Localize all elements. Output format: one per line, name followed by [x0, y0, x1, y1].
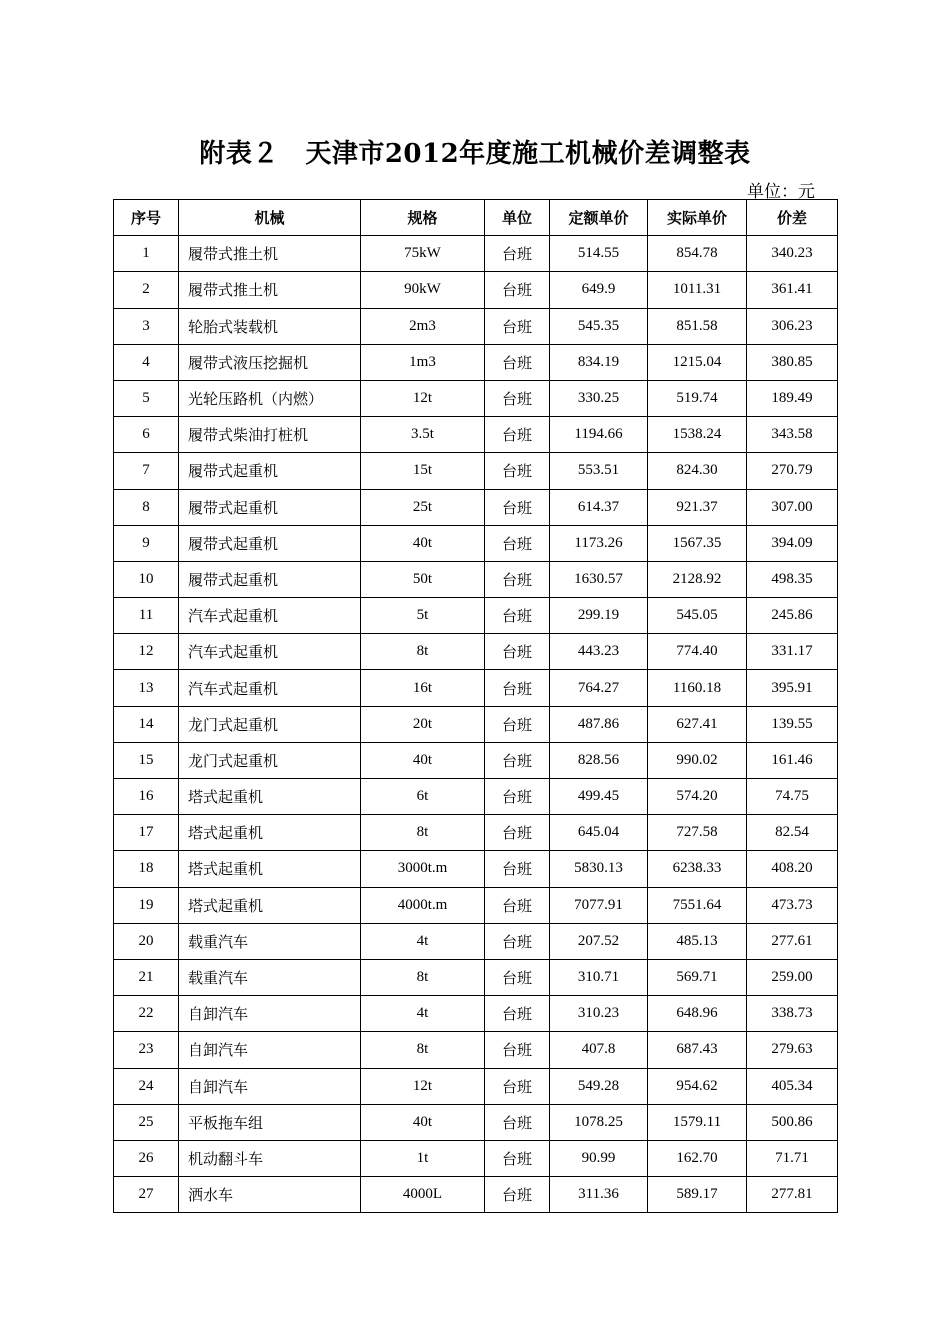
table-row: [114, 453, 838, 489]
cell-difference: 343.58: [747, 417, 838, 453]
cell-spec: 3000t.m: [361, 851, 485, 887]
cell-spec: 4t: [361, 996, 485, 1032]
cell-machine: 塔式起重机: [179, 815, 361, 851]
cell-machine: 履带式起重机: [179, 489, 361, 525]
cell-actual-price: 162.70: [648, 1140, 747, 1176]
cell-index: 22: [114, 996, 179, 1032]
cell-machine: 龙门式起重机: [179, 742, 361, 778]
cell-index: 21: [114, 959, 179, 995]
cell-difference: 74.75: [747, 779, 838, 815]
cell-index: 5: [114, 380, 179, 416]
table-row: [114, 779, 838, 815]
cell-unit: 台班: [485, 670, 550, 706]
cell-spec: 4000L: [361, 1177, 485, 1213]
cell-spec: 75kW: [361, 236, 485, 272]
cell-spec: 1t: [361, 1140, 485, 1176]
cell-difference: 473.73: [747, 887, 838, 923]
table-row: [114, 923, 838, 959]
table-row: [114, 742, 838, 778]
cell-quota-price: 645.04: [550, 815, 648, 851]
cell-unit: 台班: [485, 489, 550, 525]
cell-unit: 台班: [485, 959, 550, 995]
table-row: [114, 851, 838, 887]
table-row: [114, 996, 838, 1032]
cell-machine: 平板拖车组: [179, 1104, 361, 1140]
cell-unit: 台班: [485, 308, 550, 344]
cell-difference: 189.49: [747, 380, 838, 416]
cell-index: 15: [114, 742, 179, 778]
table-row: [114, 815, 838, 851]
cell-spec: 4000t.m: [361, 887, 485, 923]
cell-actual-price: 1011.31: [648, 272, 747, 308]
table-row: [114, 1032, 838, 1068]
cell-index: 16: [114, 779, 179, 815]
cell-index: 23: [114, 1032, 179, 1068]
cell-quota-price: 207.52: [550, 923, 648, 959]
cell-spec: 4t: [361, 923, 485, 959]
table-header-row: [114, 200, 838, 236]
cell-machine: 塔式起重机: [179, 887, 361, 923]
cell-index: 13: [114, 670, 179, 706]
table-row: [114, 1177, 838, 1213]
cell-difference: 498.35: [747, 561, 838, 597]
cell-quota-price: 764.27: [550, 670, 648, 706]
cell-actual-price: 921.37: [648, 489, 747, 525]
cell-actual-price: 824.30: [648, 453, 747, 489]
cell-actual-price: 954.62: [648, 1068, 747, 1104]
cell-actual-price: 727.58: [648, 815, 747, 851]
cell-spec: 40t: [361, 742, 485, 778]
cell-machine: 履带式推土机: [179, 236, 361, 272]
table-body: [114, 236, 838, 1213]
table-row: [114, 634, 838, 670]
cell-quota-price: 1630.57: [550, 561, 648, 597]
cell-unit: 台班: [485, 561, 550, 597]
cell-quota-price: 487.86: [550, 706, 648, 742]
cell-machine: 塔式起重机: [179, 779, 361, 815]
table-row: [114, 344, 838, 380]
cell-quota-price: 407.8: [550, 1032, 648, 1068]
cell-index: 18: [114, 851, 179, 887]
cell-index: 3: [114, 308, 179, 344]
cell-actual-price: 569.71: [648, 959, 747, 995]
cell-index: 11: [114, 598, 179, 634]
cell-machine: 龙门式起重机: [179, 706, 361, 742]
document-title: 附表２ 天津市2012年度施工机械价差调整表: [199, 139, 751, 169]
cell-difference: 277.81: [747, 1177, 838, 1213]
cell-spec: 50t: [361, 561, 485, 597]
cell-difference: 380.85: [747, 344, 838, 380]
cell-spec: 90kW: [361, 272, 485, 308]
cell-difference: 394.09: [747, 525, 838, 561]
cell-quota-price: 499.45: [550, 779, 648, 815]
cell-actual-price: 687.43: [648, 1032, 747, 1068]
cell-spec: 1m3: [361, 344, 485, 380]
cell-quota-price: 310.23: [550, 996, 648, 1032]
cell-machine: 自卸汽车: [179, 1032, 361, 1068]
cell-unit: 台班: [485, 996, 550, 1032]
cell-machine: 塔式起重机: [179, 851, 361, 887]
cell-actual-price: 627.41: [648, 706, 747, 742]
cell-quota-price: 90.99: [550, 1140, 648, 1176]
cell-spec: 8t: [361, 1032, 485, 1068]
cell-spec: 12t: [361, 1068, 485, 1104]
table-row: [114, 525, 838, 561]
cell-difference: 82.54: [747, 815, 838, 851]
cell-index: 7: [114, 453, 179, 489]
table-row: [114, 489, 838, 525]
cell-difference: 245.86: [747, 598, 838, 634]
cell-index: 4: [114, 344, 179, 380]
cell-index: 6: [114, 417, 179, 453]
cell-spec: 2m3: [361, 308, 485, 344]
header-difference: 价差: [747, 200, 838, 236]
cell-quota-price: 649.9: [550, 272, 648, 308]
header-quota-price: 定额单价: [550, 200, 648, 236]
cell-quota-price: 553.51: [550, 453, 648, 489]
cell-index: 27: [114, 1177, 179, 1213]
cell-quota-price: 311.36: [550, 1177, 648, 1213]
cell-difference: 331.17: [747, 634, 838, 670]
cell-unit: 台班: [485, 1068, 550, 1104]
cell-actual-price: 648.96: [648, 996, 747, 1032]
cell-spec: 8t: [361, 634, 485, 670]
cell-spec: 40t: [361, 525, 485, 561]
cell-spec: 3.5t: [361, 417, 485, 453]
cell-spec: 20t: [361, 706, 485, 742]
cell-quota-price: 299.19: [550, 598, 648, 634]
cell-actual-price: 990.02: [648, 742, 747, 778]
table-row: [114, 887, 838, 923]
cell-actual-price: 1160.18: [648, 670, 747, 706]
cell-actual-price: 1567.35: [648, 525, 747, 561]
cell-spec: 8t: [361, 815, 485, 851]
cell-quota-price: 1194.66: [550, 417, 648, 453]
cell-unit: 台班: [485, 851, 550, 887]
cell-actual-price: 854.78: [648, 236, 747, 272]
price-difference-table: [113, 199, 838, 1213]
cell-index: 1: [114, 236, 179, 272]
cell-quota-price: 1173.26: [550, 525, 648, 561]
cell-spec: 40t: [361, 1104, 485, 1140]
header-spec: 规格: [361, 200, 485, 236]
cell-quota-price: 828.56: [550, 742, 648, 778]
cell-difference: 405.34: [747, 1068, 838, 1104]
cell-machine: 履带式起重机: [179, 453, 361, 489]
cell-spec: 12t: [361, 380, 485, 416]
cell-unit: 台班: [485, 923, 550, 959]
cell-actual-price: 1538.24: [648, 417, 747, 453]
cell-unit: 台班: [485, 742, 550, 778]
cell-machine: 机动翻斗车: [179, 1140, 361, 1176]
table-row: [114, 670, 838, 706]
cell-machine: 载重汽车: [179, 959, 361, 995]
cell-machine: 载重汽车: [179, 923, 361, 959]
cell-difference: 408.20: [747, 851, 838, 887]
cell-machine: 自卸汽车: [179, 1068, 361, 1104]
cell-actual-price: 1215.04: [648, 344, 747, 380]
cell-difference: 307.00: [747, 489, 838, 525]
cell-machine: 自卸汽车: [179, 996, 361, 1032]
header-actual-price: 实际单价: [648, 200, 747, 236]
cell-spec: 16t: [361, 670, 485, 706]
cell-actual-price: 519.74: [648, 380, 747, 416]
cell-machine: 履带式推土机: [179, 272, 361, 308]
cell-unit: 台班: [485, 779, 550, 815]
cell-actual-price: 589.17: [648, 1177, 747, 1213]
table-row: [114, 706, 838, 742]
cell-index: 14: [114, 706, 179, 742]
cell-index: 17: [114, 815, 179, 851]
cell-machine: 汽车式起重机: [179, 670, 361, 706]
cell-spec: 25t: [361, 489, 485, 525]
table-row: [114, 598, 838, 634]
table-row: [114, 1140, 838, 1176]
cell-unit: 台班: [485, 1104, 550, 1140]
table-row: [114, 959, 838, 995]
table-row: [114, 380, 838, 416]
cell-actual-price: 6238.33: [648, 851, 747, 887]
cell-difference: 500.86: [747, 1104, 838, 1140]
cell-actual-price: 545.05: [648, 598, 747, 634]
cell-index: 8: [114, 489, 179, 525]
cell-index: 12: [114, 634, 179, 670]
table-row: [114, 561, 838, 597]
cell-actual-price: 774.40: [648, 634, 747, 670]
cell-machine: 履带式液压挖掘机: [179, 344, 361, 380]
cell-difference: 340.23: [747, 236, 838, 272]
cell-unit: 台班: [485, 1177, 550, 1213]
cell-quota-price: 549.28: [550, 1068, 648, 1104]
cell-spec: 15t: [361, 453, 485, 489]
cell-difference: 259.00: [747, 959, 838, 995]
cell-index: 19: [114, 887, 179, 923]
cell-difference: 361.41: [747, 272, 838, 308]
cell-index: 24: [114, 1068, 179, 1104]
header-index: 序号: [114, 200, 179, 236]
table-row: [114, 417, 838, 453]
cell-unit: 台班: [485, 417, 550, 453]
cell-unit: 台班: [485, 380, 550, 416]
cell-spec: 6t: [361, 779, 485, 815]
cell-unit: 台班: [485, 815, 550, 851]
cell-unit: 台班: [485, 1140, 550, 1176]
cell-unit: 台班: [485, 453, 550, 489]
cell-machine: 洒水车: [179, 1177, 361, 1213]
cell-unit: 台班: [485, 344, 550, 380]
cell-index: 2: [114, 272, 179, 308]
cell-unit: 台班: [485, 236, 550, 272]
cell-quota-price: 834.19: [550, 344, 648, 380]
cell-actual-price: 574.20: [648, 779, 747, 815]
cell-actual-price: 851.58: [648, 308, 747, 344]
table-row: [114, 272, 838, 308]
cell-machine: 光轮压路机（内燃）: [179, 380, 361, 416]
cell-machine: 汽车式起重机: [179, 634, 361, 670]
cell-difference: 338.73: [747, 996, 838, 1032]
cell-actual-price: 7551.64: [648, 887, 747, 923]
cell-actual-price: 485.13: [648, 923, 747, 959]
table-row: [114, 1104, 838, 1140]
header-machine: 机械: [179, 200, 361, 236]
cell-actual-price: 2128.92: [648, 561, 747, 597]
cell-unit: 台班: [485, 706, 550, 742]
table-row: [114, 236, 838, 272]
cell-unit: 台班: [485, 272, 550, 308]
header-unit: 单位: [485, 200, 550, 236]
cell-unit: 台班: [485, 525, 550, 561]
cell-index: 9: [114, 525, 179, 561]
cell-unit: 台班: [485, 1032, 550, 1068]
unit-label: 单位：元: [747, 182, 815, 202]
cell-quota-price: 614.37: [550, 489, 648, 525]
cell-difference: 395.91: [747, 670, 838, 706]
cell-difference: 279.63: [747, 1032, 838, 1068]
cell-quota-price: 443.23: [550, 634, 648, 670]
cell-quota-price: 514.55: [550, 236, 648, 272]
cell-difference: 139.55: [747, 706, 838, 742]
cell-index: 26: [114, 1140, 179, 1176]
cell-machine: 汽车式起重机: [179, 598, 361, 634]
table-row: [114, 1068, 838, 1104]
cell-quota-price: 545.35: [550, 308, 648, 344]
cell-spec: 5t: [361, 598, 485, 634]
cell-actual-price: 1579.11: [648, 1104, 747, 1140]
cell-spec: 8t: [361, 959, 485, 995]
cell-quota-price: 310.71: [550, 959, 648, 995]
cell-difference: 306.23: [747, 308, 838, 344]
cell-machine: 履带式起重机: [179, 561, 361, 597]
cell-index: 25: [114, 1104, 179, 1140]
cell-machine: 轮胎式装载机: [179, 308, 361, 344]
cell-machine: 履带式柴油打桩机: [179, 417, 361, 453]
cell-difference: 161.46: [747, 742, 838, 778]
cell-index: 10: [114, 561, 179, 597]
cell-difference: 270.79: [747, 453, 838, 489]
cell-quota-price: 1078.25: [550, 1104, 648, 1140]
cell-unit: 台班: [485, 887, 550, 923]
cell-quota-price: 5830.13: [550, 851, 648, 887]
cell-difference: 71.71: [747, 1140, 838, 1176]
cell-quota-price: 7077.91: [550, 887, 648, 923]
cell-unit: 台班: [485, 634, 550, 670]
cell-machine: 履带式起重机: [179, 525, 361, 561]
cell-difference: 277.61: [747, 923, 838, 959]
cell-index: 20: [114, 923, 179, 959]
table-row: [114, 308, 838, 344]
cell-unit: 台班: [485, 598, 550, 634]
cell-quota-price: 330.25: [550, 380, 648, 416]
